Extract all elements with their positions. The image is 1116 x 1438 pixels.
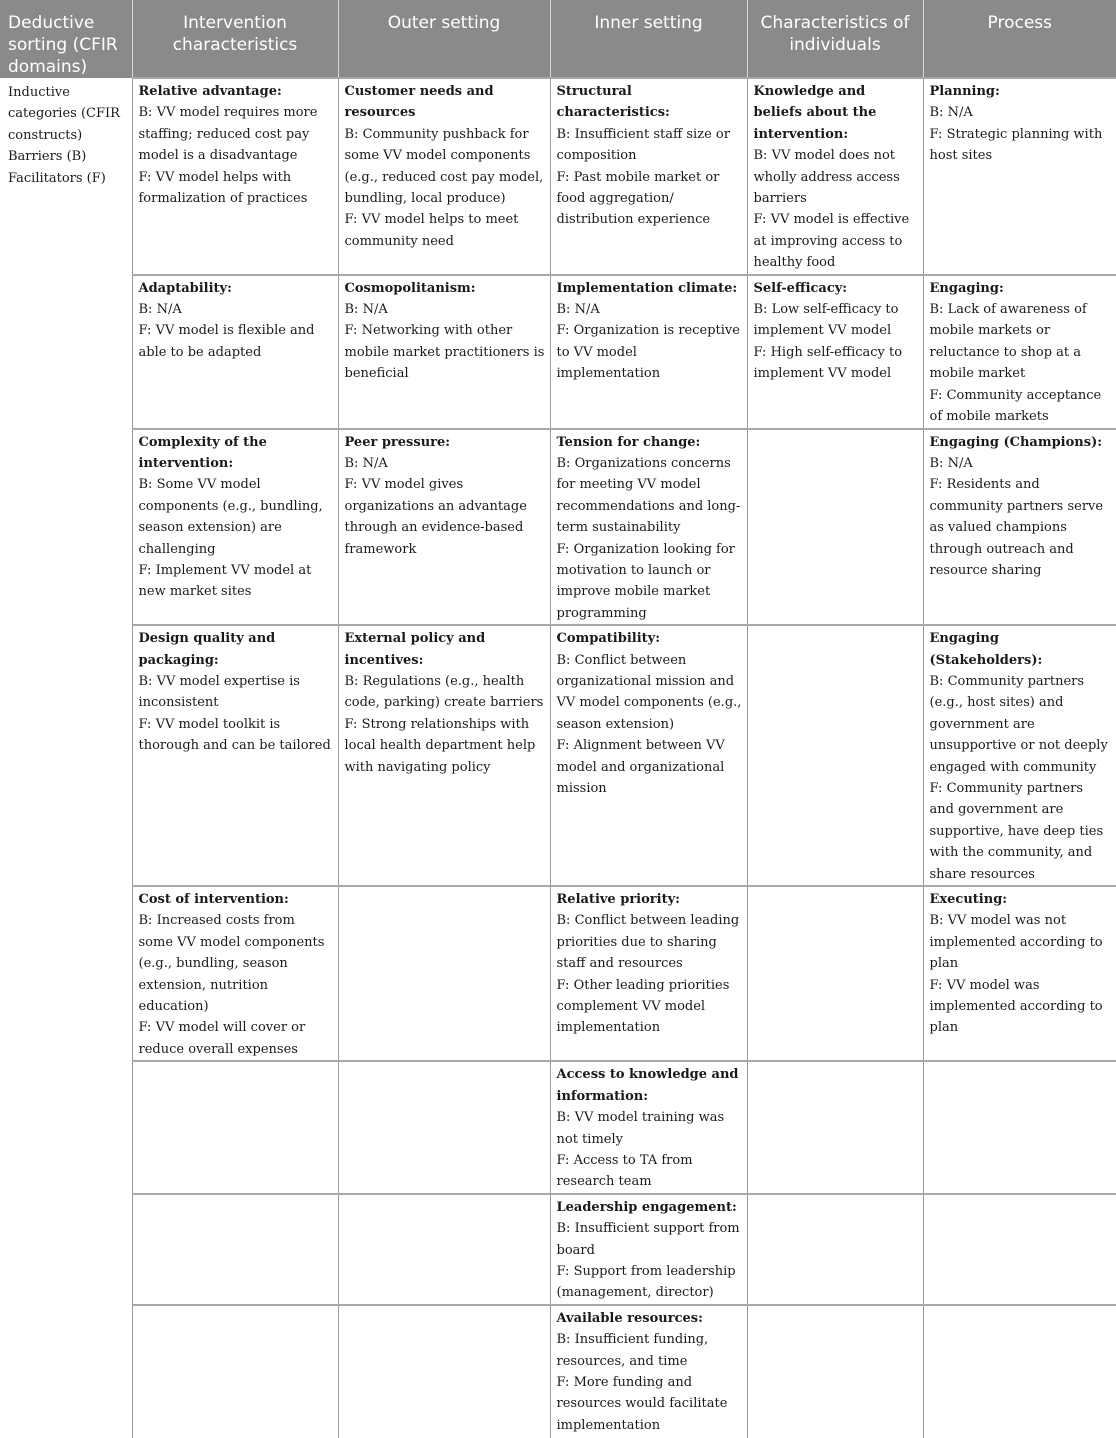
construct-name: Engaging (Champions): bbox=[929, 434, 1103, 450]
construct-name: Self-efficacy: bbox=[753, 280, 848, 296]
cell-inner-setting bbox=[550, 429, 747, 626]
cell-outer-setting bbox=[338, 275, 550, 429]
table-row bbox=[0, 1061, 1116, 1193]
barrier-text: B: N/A bbox=[344, 302, 388, 318]
facilitator-text: F: Access to TA from research team bbox=[556, 1152, 693, 1190]
construct-name: Adaptability: bbox=[138, 280, 232, 296]
barrier-text: B: Community pushback for some VV model components (e.g., reduced cost pay model, bundling, local produce) bbox=[344, 126, 544, 207]
table-row bbox=[0, 275, 1116, 429]
cell-process bbox=[923, 1305, 1116, 1438]
barrier-text: B: N/A bbox=[138, 302, 182, 318]
facilitator-text: F: Implement VV model at new market sites bbox=[138, 562, 312, 600]
cell-process bbox=[923, 886, 1116, 1061]
cell-characteristics-of-individuals bbox=[747, 275, 923, 429]
construct-name: Peer pressure: bbox=[344, 434, 451, 450]
construct-name: Cosmopolitanism: bbox=[344, 280, 476, 296]
construct-name: Design quality and packaging: bbox=[138, 631, 276, 668]
cell-characteristics-of-individuals bbox=[747, 78, 923, 275]
barrier-text: B: Community partners (e.g., host sites) and government are unsupportive or not deeply engaged with community bbox=[929, 673, 1108, 775]
facilitator-text: F: VV model helps to meet community need bbox=[344, 212, 519, 249]
side-label-cell bbox=[0, 78, 132, 1438]
side-label-line: Barriers (B) bbox=[8, 149, 87, 165]
cell-characteristics-of-individuals bbox=[747, 625, 923, 886]
facilitator-text: F: Alignment between VV model and organizational mission bbox=[556, 738, 725, 796]
barrier-text: B: Increased costs from some VV model components (e.g., bundling, season extension, nutrition education) bbox=[138, 913, 325, 1015]
barrier-text: B: Insufficient support from board bbox=[556, 1221, 740, 1258]
facilitator-text: F: Community partners and government are supportive, have deep ties with the community, and share resources bbox=[929, 781, 1104, 882]
barrier-text: B: VV model training was not timely bbox=[556, 1110, 725, 1147]
construct-name: Tension for change: bbox=[556, 434, 701, 450]
facilitator-text: F: Strategic planning with host sites bbox=[929, 126, 1103, 164]
barrier-text: B: Insufficient funding, resources, and time bbox=[556, 1332, 709, 1369]
construct-name: Executing: bbox=[929, 892, 1008, 908]
construct-name: Compatibility: bbox=[556, 631, 660, 647]
table-row bbox=[0, 78, 1116, 275]
table-header bbox=[0, 0, 1116, 78]
cell-inner-setting bbox=[550, 1194, 747, 1305]
facilitator-text: F: Past mobile market or food aggregation/ distribution experience bbox=[556, 169, 720, 228]
facilitator-text: F: VV model helps with formalization of practices bbox=[138, 169, 308, 207]
cell-outer-setting bbox=[338, 429, 550, 626]
cell-intervention-characteristics bbox=[132, 1194, 338, 1305]
barrier-text: B: N/A bbox=[929, 455, 973, 471]
header-intervention-characteristics: Intervention characteristics bbox=[132, 0, 338, 78]
barrier-text: B: Organizations concerns for meeting VV model recommendations and long-term sustainability bbox=[556, 455, 741, 536]
barrier-text: B: N/A bbox=[929, 105, 973, 121]
facilitator-text: F: High self-efficacy to implement VV model bbox=[753, 344, 903, 382]
cell-inner-setting bbox=[550, 1305, 747, 1438]
header-process: Process bbox=[923, 0, 1116, 78]
cell-outer-setting bbox=[338, 1194, 550, 1305]
header-outer-setting: Outer setting bbox=[338, 0, 550, 78]
construct-name: Available resources: bbox=[556, 1310, 703, 1326]
barrier-text: B: VV model requires more staffing; reduced cost pay model is a disadvantage bbox=[138, 105, 318, 164]
cell-process bbox=[923, 1061, 1116, 1193]
barrier-text: B: Regulations (e.g., health code, parking) create barriers bbox=[344, 673, 544, 711]
table-body bbox=[0, 78, 1116, 1438]
facilitator-text: F: Networking with other mobile market practitioners is beneficial bbox=[344, 323, 545, 382]
facilitator-text: F: VV model is effective at improving access to healthy food bbox=[753, 212, 910, 271]
cell-intervention-characteristics bbox=[132, 625, 338, 886]
header-characteristics-of-individuals: Characteristics of individuals bbox=[747, 0, 923, 78]
facilitator-text: F: Organization is receptive to VV model implementation bbox=[556, 323, 740, 382]
cell-characteristics-of-individuals bbox=[747, 1305, 923, 1438]
construct-name: Engaging (Stakeholders): bbox=[929, 631, 1043, 668]
barrier-text: B: N/A bbox=[344, 455, 388, 471]
barrier-text: B: VV model does not wholly address access barriers bbox=[753, 148, 900, 207]
construct-name: Engaging: bbox=[929, 280, 1004, 296]
cell-intervention-characteristics bbox=[132, 275, 338, 429]
barrier-text: B: Insufficient staff size or composition bbox=[556, 126, 730, 164]
construct-name: Access to knowledge and information: bbox=[556, 1067, 739, 1104]
construct-name: Complexity of the intervention: bbox=[138, 434, 267, 471]
construct-name: Planning: bbox=[929, 84, 1000, 99]
cell-inner-setting bbox=[550, 275, 747, 429]
facilitator-text: F: Residents and community partners serve as valued champions through outreach and resource sharing bbox=[929, 477, 1104, 578]
cell-outer-setting bbox=[338, 78, 550, 275]
header-inner-setting: Inner setting bbox=[550, 0, 747, 78]
barrier-text: B: VV model expertise is inconsistent bbox=[138, 673, 300, 711]
cell-characteristics-of-individuals bbox=[747, 1061, 923, 1193]
cell-outer-setting bbox=[338, 886, 550, 1061]
cell-process bbox=[923, 625, 1116, 886]
side-label-line: Facilitators (F) bbox=[8, 170, 106, 186]
barrier-text: B: Conflict between organizational mission and VV model components (e.g., season extension) bbox=[556, 652, 742, 732]
cell-inner-setting bbox=[550, 625, 747, 886]
cell-intervention-characteristics bbox=[132, 1061, 338, 1193]
construct-name: External policy and incentives: bbox=[344, 631, 486, 668]
cell-inner-setting bbox=[550, 886, 747, 1061]
cell-intervention-characteristics bbox=[132, 1305, 338, 1438]
cell-characteristics-of-individuals bbox=[747, 1194, 923, 1305]
table-row bbox=[0, 886, 1116, 1061]
cell-outer-setting bbox=[338, 625, 550, 886]
construct-name: Cost of intervention: bbox=[138, 892, 289, 908]
facilitator-text: F: VV model toolkit is thorough and can be tailored bbox=[138, 716, 331, 754]
facilitator-text: F: VV model gives organizations an advantage through an evidence-based framework bbox=[344, 477, 527, 557]
cell-process bbox=[923, 78, 1116, 275]
cell-intervention-characteristics bbox=[132, 886, 338, 1061]
facilitator-text: F: Other leading priorities complement VV model implementation bbox=[556, 977, 730, 1036]
facilitator-text: F: VV model is flexible and able to be adapted bbox=[138, 323, 315, 360]
construct-name: Relative advantage: bbox=[138, 84, 282, 99]
facilitator-text: F: Support from leadership (management, director) bbox=[556, 1263, 736, 1301]
barrier-text: B: N/A bbox=[556, 302, 600, 318]
facilitator-text: F: Community acceptance of mobile markets bbox=[929, 387, 1102, 425]
facilitator-text: F: VV model will cover or reduce overall expenses bbox=[138, 1020, 306, 1057]
table-row bbox=[0, 1305, 1116, 1438]
cell-inner-setting bbox=[550, 1061, 747, 1193]
barrier-text: B: VV model was not implemented according to plan bbox=[929, 913, 1103, 972]
cell-process bbox=[923, 1194, 1116, 1305]
cell-outer-setting bbox=[338, 1305, 550, 1438]
construct-name: Knowledge and beliefs about the intervention: bbox=[753, 84, 877, 142]
cell-process bbox=[923, 275, 1116, 429]
barrier-text: B: Some VV model components (e.g., bundling, season extension) are challenging bbox=[138, 477, 323, 557]
table-row bbox=[0, 625, 1116, 886]
facilitator-text: F: Organization looking for motivation to launch or improve mobile market programming bbox=[556, 541, 735, 621]
cell-characteristics-of-individuals bbox=[747, 886, 923, 1061]
cell-intervention-characteristics bbox=[132, 78, 338, 275]
table-row bbox=[0, 1194, 1116, 1305]
construct-name: Structural characteristics: bbox=[556, 84, 670, 121]
cell-process bbox=[923, 429, 1116, 626]
facilitator-text: F: Strong relationships with local health department help with navigating policy bbox=[344, 716, 536, 775]
cell-intervention-characteristics bbox=[132, 429, 338, 626]
barrier-text: B: Conflict between leading priorities due to sharing staff and resources bbox=[556, 913, 740, 972]
cell-characteristics-of-individuals bbox=[747, 429, 923, 626]
table-row bbox=[0, 429, 1116, 626]
header-deductive-sorting: Deductive sorting (CFIR domains) bbox=[0, 0, 132, 78]
construct-name: Customer needs and resources bbox=[344, 84, 494, 121]
construct-name: Leadership engagement: bbox=[556, 1199, 737, 1215]
construct-name: Implementation climate: bbox=[556, 280, 738, 296]
construct-name: Relative priority: bbox=[556, 892, 680, 908]
barrier-text: B: Lack of awareness of mobile markets or reluctance to shop at a mobile market bbox=[929, 302, 1087, 382]
cell-outer-setting bbox=[338, 1061, 550, 1193]
side-label-line: Inductive categories (CFIR constructs) bbox=[8, 85, 120, 143]
facilitator-text: F: More funding and resources would facilitate implementation bbox=[556, 1374, 728, 1433]
barrier-text: B: Low self-efficacy to implement VV model bbox=[753, 302, 899, 339]
cell-inner-setting bbox=[550, 78, 747, 275]
facilitator-text: F: VV model was implemented according to plan bbox=[929, 977, 1103, 1036]
